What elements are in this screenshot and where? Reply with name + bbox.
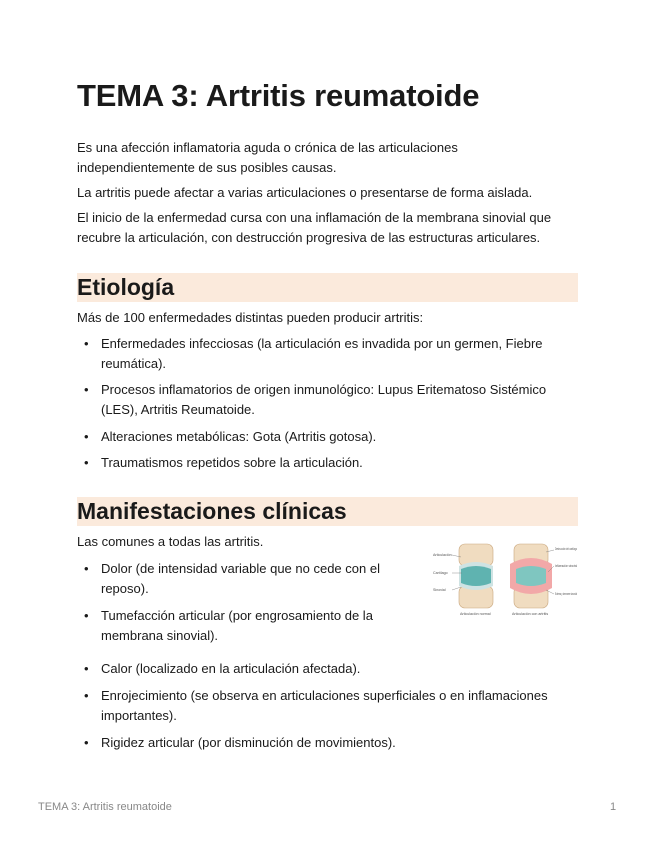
manifestaciones-lead: Las comunes a todas las artritis. bbox=[77, 534, 264, 549]
manifestaciones-item: • Dolor (de intensidad variable que no cede con el reposo). bbox=[84, 561, 380, 596]
intro-paragraph-3: El inicio de la enfermedad cursa con una inflamación de la membrana sinovial que recubre la articulación, con destrucción progresiva de las estructuras articulares. bbox=[77, 210, 552, 245]
etiologia-heading: Etiología bbox=[77, 273, 578, 302]
bullet-icon: • bbox=[84, 336, 89, 351]
manifestaciones-heading: Manifestaciones clínicas bbox=[77, 497, 578, 526]
figure-label-edema: Edema y derrame sinovial bbox=[555, 592, 578, 596]
figure-label-sinovial: Sinovial bbox=[433, 588, 446, 592]
figure-label-inflamacion: Inflamación sinovial bbox=[555, 564, 578, 568]
bullet-icon: • bbox=[84, 608, 89, 623]
manifestaciones-item: • Rigidez articular (por disminución de movimientos). bbox=[77, 733, 557, 753]
bullet-icon: • bbox=[84, 429, 89, 444]
manifestaciones-item: • Calor (localizado en la articulación afectada). bbox=[77, 659, 557, 679]
figure-label-cartilago: Cartílago bbox=[433, 571, 448, 575]
figure-label-articulacion: Articulación bbox=[433, 553, 452, 557]
bullet-icon: • bbox=[84, 735, 89, 750]
footer-title: TEMA 3: Artritis reumatoide bbox=[38, 801, 172, 813]
figure-label-destruccion: Destrucción del cartílago bbox=[555, 547, 577, 551]
etiologia-item: • Alteraciones metabólicas: Gota (Artritis gotosa). bbox=[77, 427, 557, 447]
bullet-icon: • bbox=[84, 455, 89, 470]
figure-caption-artritis: Articulación con artritis bbox=[512, 612, 549, 616]
bullet-icon: • bbox=[84, 561, 89, 576]
joint-illustration bbox=[432, 542, 577, 617]
etiologia-item: • Procesos inflamatorios de origen inmunológico: Lupus Eritematoso Sistémico (LES), Artritis Reumatoide. bbox=[84, 382, 547, 417]
intro-paragraph-2: La artritis puede afectar a varias articulaciones o presentarse de forma aislada. bbox=[77, 185, 533, 200]
figure-caption-normal: Articulación normal bbox=[460, 612, 491, 616]
page-title: TEMA 3: Artritis reumatoide bbox=[77, 78, 480, 113]
etiologia-item: • Enfermedades infecciosas (la articulación es invadida por un germen, Fiebre reumática). bbox=[84, 336, 543, 371]
manifestaciones-item: • Enrojecimiento (se observa en articulaciones superficiales o en inflamaciones importantes). bbox=[84, 688, 548, 723]
bullet-icon: • bbox=[84, 382, 89, 397]
manifestaciones-item: • Tumefacción articular (por engrosamiento de la membrana sinovial). bbox=[84, 608, 373, 643]
bullet-icon: • bbox=[84, 688, 89, 703]
bullet-icon: • bbox=[84, 661, 89, 676]
etiologia-item: • Traumatismos repetidos sobre la articulación. bbox=[77, 453, 557, 473]
intro-paragraph-1: Es una afección inflamatoria aguda o crónica de las articulaciones independientemente de sus posibles causas. bbox=[77, 140, 458, 175]
page-number: 1 bbox=[610, 801, 617, 813]
etiologia-lead: Más de 100 enfermedades distintas pueden producir artritis: bbox=[77, 310, 424, 325]
